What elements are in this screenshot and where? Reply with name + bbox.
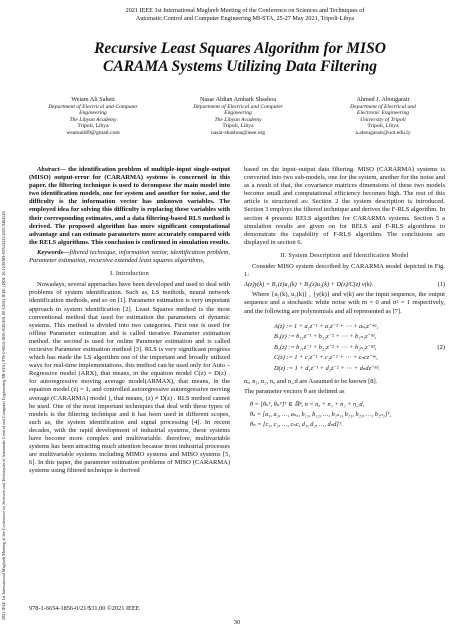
theta-definitions bbox=[250, 400, 445, 430]
author-email: weamali89@gmail.com bbox=[66, 129, 120, 136]
theta-system: θₛ = [a₁, a₂, …, aₙₐ, b₁₁, b₁₂, …, b₁ₙ₁, b₂₁, b₂₂, …, b₂ₙ₂]ᵀ, bbox=[250, 411, 392, 419]
title-line-1: Recursive Least Squares Algorithm for MISO bbox=[94, 40, 386, 57]
author-affil: Engineering bbox=[79, 110, 107, 117]
author-block bbox=[28, 97, 448, 137]
abstract bbox=[29, 166, 230, 247]
paper-title bbox=[30, 40, 450, 76]
keywords-label: Keywords— bbox=[37, 248, 70, 256]
title-line-2: CARAMA Systems Utilizing Data Filtering bbox=[103, 58, 377, 75]
equation-1 bbox=[244, 281, 445, 289]
abstract-label: Abstract bbox=[37, 166, 60, 173]
right-column bbox=[244, 166, 445, 434]
page-number: 30 bbox=[233, 619, 241, 626]
author-city: Tripoli, Libya bbox=[367, 123, 399, 130]
poly-d: D(z) := 1 + d₁z⁻¹ + d₂z⁻² + ⋯ + dₙdz⁻ⁿᵈ. bbox=[274, 364, 380, 372]
poly-b2: B₂(z) := b₂₁z⁻¹ + b₂₂z⁻² + ⋯ + b₂ₙ₂z⁻ⁿ², bbox=[274, 343, 377, 351]
author-affil: Department of Electrical and bbox=[350, 103, 416, 110]
author-affil: Department of Electrical and Computer bbox=[193, 103, 283, 110]
param-intro: The parameter vectors θ are defined as bbox=[244, 388, 345, 396]
poly-b1: B₁(z) := b₁₁z⁻¹ + b₁₂z⁻² + ⋯ + b₁ₙ₁z⁻ⁿ¹, bbox=[274, 333, 377, 341]
section-heading-system: II. System Description and Identification Model bbox=[280, 251, 409, 259]
keywords-text: filtered technique, information vector, identification problem, Parameter estimation, recursive extended least squares algorithms, bbox=[29, 248, 230, 265]
author-name: Weiam Ali Saheti bbox=[71, 96, 115, 103]
where-paragraph: Where {u₁(k), u₂(k)} , {y(k)} and v(k) are the input sequence, the output sequence and a stochastic white noise with m = 0 and σ² = 1 respectively, and the following are polynomials and all represented as [7]. bbox=[244, 291, 445, 315]
poly-a: A(z) := 1 + a₁z⁻¹ + a₂z⁻² + ⋯ + aₙₐz⁻ⁿᵃ, bbox=[274, 322, 379, 330]
equation-2-number: (2) bbox=[437, 343, 445, 351]
author-2 bbox=[173, 97, 303, 137]
author-email: a.abougarair@uot.edu.ly bbox=[355, 129, 411, 136]
sidebar-citation-text: 2021 IEEE 1st International Maghreb Meeting of the Conference on Sciences and Techniques of Automatic Control and Computer Engineering MI-STA | 978-1-6654-1856-0/20/$31.00 ©2021 IEEE | DOI: 10.1109/MI-STA52233.2021.9464518 bbox=[1, 211, 6, 620]
equation-1-number: (1) bbox=[437, 281, 445, 289]
keywords bbox=[29, 249, 230, 265]
author-3 bbox=[318, 97, 448, 137]
author-name: Nasar Aldian Ambark Shashoa bbox=[199, 96, 277, 103]
sidebar-citation bbox=[1, 60, 9, 620]
equation-2 bbox=[244, 318, 445, 379]
author-affil: Electronic Engineering bbox=[356, 110, 410, 117]
author-affil: The Libyan Academy bbox=[69, 116, 117, 123]
author-affil: Department of Electrical and Computer bbox=[48, 103, 138, 110]
footer-isbn: 978-1-6654-1856-0/21/$31.00 ©2021 IEEE bbox=[29, 605, 140, 612]
equation-1-body: A(z)y(k) = B₁(z)u₁(k) + B₂(z)u₂(k) + D(z)/C(z) v(k). bbox=[244, 281, 374, 289]
author-1 bbox=[28, 97, 158, 137]
intro-paragraph: Nowadays, several approaches have been developed and used to deal with problems of system identification. Such as, LS methods, neural network identification methods, and so on [1]. Parameter estimation is very important approach in system identification [2]. Least Squares method is the most conventional method that used for estimation the parameters of dynamic systems. This method is divided into two categories. First one is used for offline Parameter estimation and is called iterative Parameter estimation method. the second is used for online Parameter estimation and is called recursive Parameter estimation method [3]. RLS is very significant progress which has made the LS algorithm one of the important and broadly utilized ways for real-time implementations. this method can be used only for Auto –Regressive model (ARX), that means, in the equation model C(z) = D(z) . for autoregressive moving average model(ARMAX), that means, in the equation model (z) = 1, and controlled autoregressive autoregressive moving average (CARARMA) model ), that means, (z) ≠ D(z) . RLS method cannot be used. One of the most important techniques that deal with these types of models is the filtering technique and it has been used in different scopes, such as, the system identification and signal processing [4]. In recent decades, with the rapid development of industrial systems, these systems have become more complex and multivariable. therefore, multivariable systems has been attracting much attention because most industrial processes are multivariable systems including MIMO systems and MISO systems [5, 6]. In this paper, the parameter estimation problems of MISO (CARARMA) systems using filtered technique is derived bbox=[29, 281, 230, 475]
known-orders: nₐ, n₁, n₂, n꜀ and n_d are Assumed to be known [8]. bbox=[244, 378, 378, 386]
intro-continuation: based on the input–output data filtering. MISO (CARARMA) systems is converted into two sub-models, one for the system, another for the noise and as a result of that, the covariance matrices dimensions of these two models become small and computational efficiency becomes high. The rest of this article is structured as: Section 2 the system description is introduced. Section 3 employs the filtered technique and derives the F-RLS algorithm. In section 4 presents RELS algorithm for CARARMA systems. Section 5 a simulation results are given on for RELS and F-RLS algorithms to demonstrate the capability of F-RLS algorithm. The conclusions are displayed in section 6. bbox=[244, 166, 445, 246]
theta-total: θ = [θₛᵀ, θₙᵀ]ᵀ ∈ ℝⁿ, n = nₐ + n₁ + n₂ + n_d, bbox=[250, 401, 365, 409]
author-city: Tripoli, Libya bbox=[77, 123, 109, 130]
author-affil: University of Tripoli bbox=[360, 116, 406, 123]
left-column bbox=[29, 166, 230, 477]
system-intro: Consider MISO system described by CARARMA model depicted in Fig. 1: bbox=[244, 263, 445, 279]
author-email: nasar-shashoa@ieee.org bbox=[210, 129, 266, 136]
abstract-text: — the identification problem of multiple-input single-output (MISO) output-error for (CARARMA) systems is concerned in this paper. the filtering technique is used to decompose the main model into two identification models, one for system and another for noise, and the difficulty is the information vector has unknown variables. The employed idea for solving this difficulty is replacing these variables with their corresponding estimates, and a data filtering-based RLS method is derived. The proposed algorithm has more significant computational advantage and can estimate parameters more accurately compared with the RELS algorithms. This conclusion is confirmed in simulation results. bbox=[29, 166, 230, 246]
conference-line-2: Automatic Control and Computer Engineering MI-STA, 25-27 May 2021, Tripoli-Libya bbox=[135, 14, 355, 22]
section-heading-intro: I. Introduction bbox=[110, 270, 149, 278]
conference-line-1: 2021 IEEE 1st International Maghreb Meeting of the Conference on Sciences and Techniques of bbox=[125, 7, 365, 14]
author-affil: Engineering bbox=[224, 110, 252, 117]
poly-c: C(z) := 1 + c₁z⁻¹ + c₂z⁻² + ⋯ + cₙcz⁻ⁿᶜ, bbox=[274, 354, 378, 362]
author-city: Tripoli, Libya bbox=[222, 123, 254, 130]
conference-header bbox=[60, 7, 430, 22]
author-name: Ahmed J. Abougarair bbox=[356, 96, 410, 103]
polynomial-set bbox=[274, 322, 380, 375]
theta-noise: θₙ = [c₁, c₂, …, cₙc, d₁, d₂, …, dₙd]ᵀ. bbox=[250, 421, 343, 429]
author-affil: The Libyan Academy bbox=[214, 116, 262, 123]
